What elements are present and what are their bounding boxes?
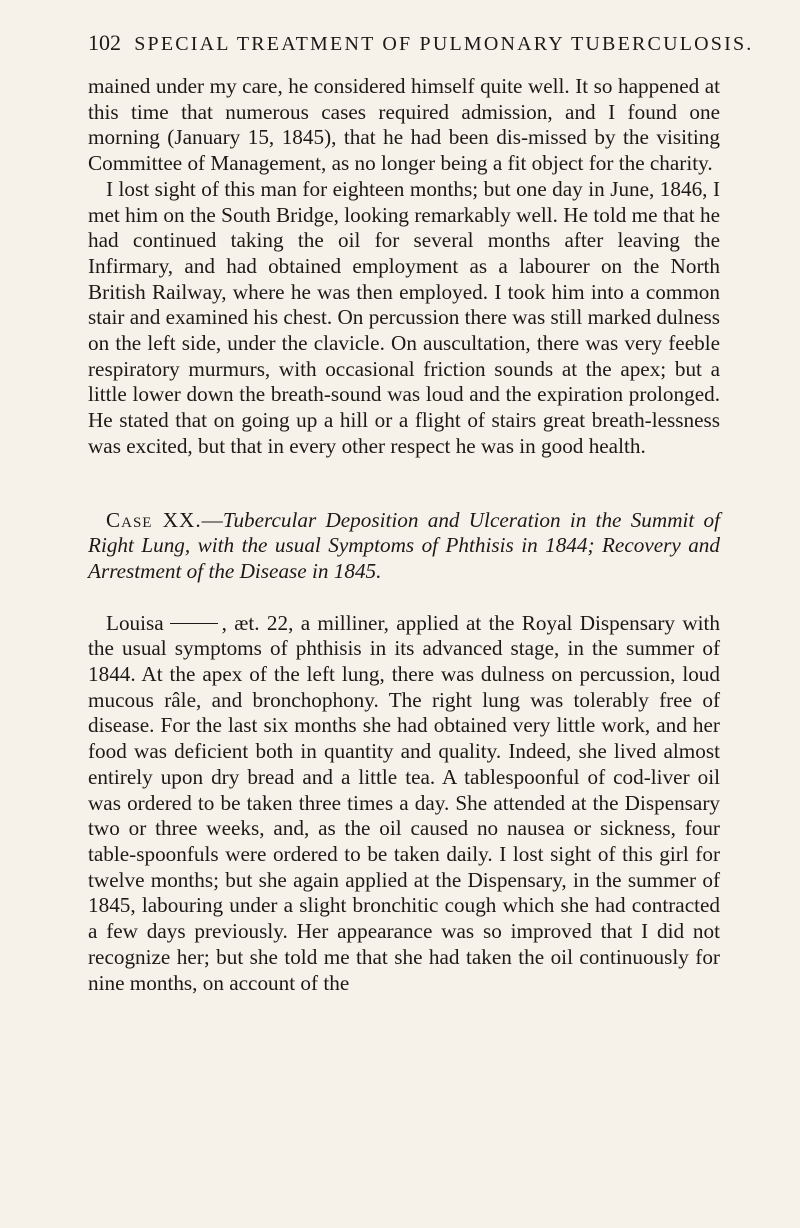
body-text xyxy=(88,74,720,996)
name-omission-dash xyxy=(170,623,218,624)
running-head xyxy=(88,30,754,56)
case-title: Tubercular Deposition and Ulceration in the Summit of Right Lung, with the usual Symptoms of Phthisis in 1844; Recovery and Arrestment of the Disease in 1845. xyxy=(88,507,721,583)
paragraph-continuation: mained under my care, he considered himself quite well. It so happened at this time that numerous cases required admission, and I found one morning (January 15, 1845), that he had been dis-missed by the visiting Committee of Management, as no longer being a fit object for the charity. xyxy=(88,74,720,176)
page-number: 102 xyxy=(88,30,121,55)
section-gap xyxy=(88,585,720,611)
case-paragraph xyxy=(88,611,720,997)
case-label: Case XX. xyxy=(106,507,202,532)
case-heading: Case XX.—Tubercular Deposition and Ulceration in the Summit of Right Lung, with the usual Symptoms of Phthisis in 1844; Recovery and Arrestment of the Disease in 1845. xyxy=(88,507,721,583)
section-gap xyxy=(88,460,720,508)
paragraph-follow-up: I lost sight of this man for eighteen months; but one day in June, 1846, I met him on the South Bridge, looking remarkably well. He told me that he had continued taking the oil for several months after leaving the Infirmary, and had obtained employment as a labourer on the North British Railway, where he was then employed. I took him into a common stair and examined his chest. On percussion there was still marked dulness on the left side, under the clavicle. On auscultation, there was very feeble respiratory murmurs, with occasional friction sounds at the apex; but a little lower down the breath-sound was loud and the expiration prolonged. He stated that on going up a hill or a flight of stairs great breath-lessness was excited, but that in every other respect he was in good health. xyxy=(88,176,720,458)
running-title: SPECIAL TREATMENT OF PULMONARY TUBERCULOSIS. xyxy=(134,33,754,55)
patient-name: Louisa xyxy=(106,610,164,635)
case-paragraph-text: , æt. 22, a milliner, applied at the Royal Dispensary with the usual symptoms of phthisis in its advanced stage, in the summer of 1844. At the apex of the left lung, there was dulness on percussion, loud mucous râle, and bronchophony. The right lung was tolerably free of disease. For the last six months she had obtained very little work, and her food was deficient both in quantity and quality. Indeed, she lived almost entirely upon dry bread and a little tea. A tablespoonful of cod-liver oil was ordered to be taken three times a day. She attended at the Dispensary two or three weeks, and, as the oil caused no nausea or sickness, four table-spoonfuls were ordered to be taken daily. I lost sight of this girl for twelve months; but she again applied at the Dispensary, in the summer of 1845, labouring under a slight bronchitic cough which she had contracted a few days previously. Her appearance was so improved that I did not recognize her; but she told me that she had taken the oil continuously for nine months, on account of the xyxy=(88,610,720,995)
